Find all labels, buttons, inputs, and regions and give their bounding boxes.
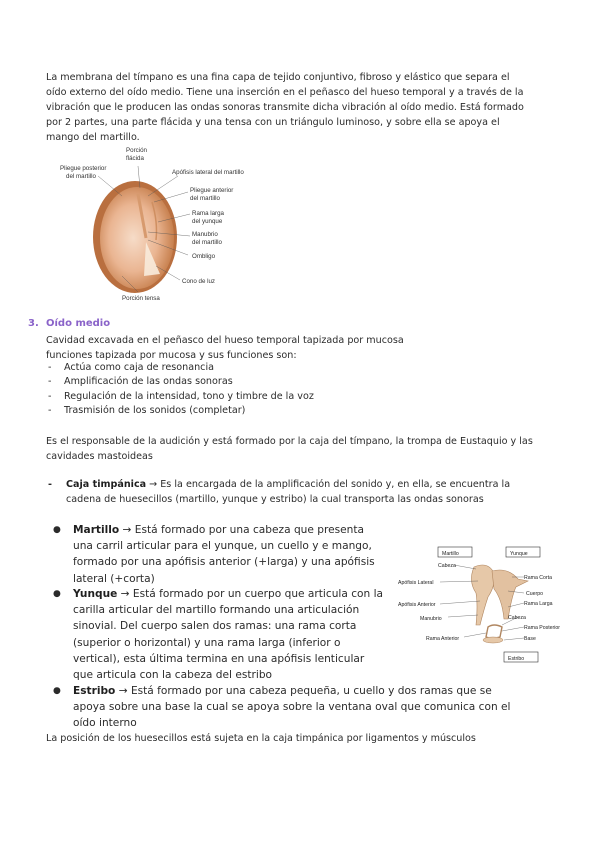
list-item: - Actúa como caja de resonancia xyxy=(46,361,314,375)
label-yunque: Yunque xyxy=(510,551,528,557)
label-cuerpo: Cuerpo xyxy=(526,591,544,597)
label-apofisis-lateral: Apófisis Lateral xyxy=(398,580,434,586)
bone-text: → Está formado por una cabeza pequeña, u cuello y dos ramas que se apoya sobre una base la cual se apoya sobre la ventana oval que comunica con el oído interno xyxy=(73,685,511,730)
label-rama-larga: Rama larga del yunque xyxy=(192,210,224,225)
label-porcion-flacida: Porción flácida xyxy=(126,147,147,162)
bone-item-yunque xyxy=(53,586,385,683)
incus-bone xyxy=(492,570,528,619)
position-note: La posición de los huesecillos está sujeta en la caja timpánica por ligamentos y músculos xyxy=(46,733,476,744)
bullet-icon: ● xyxy=(53,686,61,696)
caja-title: Caja timpánica xyxy=(66,479,147,490)
label-ombligo: Ombligo xyxy=(192,253,216,260)
bone-text: → Está formado por un cuerpo que articula con la carilla articular del martillo formando una articulación sinovial. Del cuerpo salen dos ramas: una rama corta (superior o horizontal) y una rama larga (inferior o vertical), esta última termina en una apófisis lenticular que articula con la cabeza del estribo xyxy=(73,588,384,682)
label-cono-luz: Cono de luz xyxy=(182,278,216,285)
label-porcion-tensa: Porción tensa xyxy=(122,295,160,302)
bone-name: Martillo xyxy=(73,524,120,536)
stapes-base xyxy=(483,637,503,643)
label-rama-anterior: Rama Anterior xyxy=(426,636,460,642)
ossicles-figure xyxy=(396,545,561,665)
caja-timpanica-item: - Caja timpánica → Es la encargada de la amplificación del sonido y, en ella, se encuentra la cadena de huesecillos (martillo, yunque y estribo) la cual transporta las ondas sonoras xyxy=(48,479,511,505)
section-number: 3. xyxy=(28,318,39,329)
list-item: - Amplificación de las ondas sonoras xyxy=(46,375,314,389)
section-description: Cavidad excavada en el peñasco del hueso temporal tapizada por mucosa funciones tapizada por mucosa y sus funciones son: xyxy=(46,335,404,361)
tympanic-membrane-figure xyxy=(60,142,320,310)
label-pliegue-posterior: Pliegue posterior del martillo xyxy=(60,165,107,180)
label-apofisis-lateral: Apófisis lateral del martillo xyxy=(172,169,244,176)
bone-item-estribo xyxy=(53,683,523,732)
stapes-bone xyxy=(486,625,502,638)
membrane xyxy=(100,187,174,289)
label-apofisis-anterior: Apófisis Anterior xyxy=(398,602,436,608)
caja-text: → Es la encargada de la amplificación del sonido y, en ella, se encuentra la cadena de huesecillos (martillo, yunque y estribo) la cual transporta las ondas sonoras xyxy=(66,479,511,505)
label-cabeza: Cabeza xyxy=(438,563,456,569)
label-rama-larga: Rama Larga xyxy=(524,601,553,607)
bone-name: Estribo xyxy=(73,685,116,697)
label-pliegue-anterior: Pliegue anterior del martillo xyxy=(190,187,234,202)
label-manubrio: Manubrio xyxy=(420,616,442,622)
label-cabeza-estribo: Cabeza xyxy=(508,615,526,621)
bone-name: Yunque xyxy=(73,588,118,600)
responsible-paragraph: Es el responsable de la audición y está formado por la caja del tímpano, la trompa de Eustaquio y las cavidades mastoideas xyxy=(46,436,533,462)
list-item: - Regulación de la intensidad, tono y timbre de la voz xyxy=(46,390,314,404)
label-martillo: Martillo xyxy=(442,551,459,557)
label-base: Base xyxy=(524,636,536,642)
label-manubrio: Manubrio del martillo xyxy=(192,231,222,246)
intro-paragraph: La membrana del tímpano es una fina capa de tejido conjuntivo, fibroso y elástico que separa el oído externo del oído medio. Tiene una inserción en el peñasco del hueso temporal y a través de la vibración que le producen las ondas sonoras transmite dicha vibración al oído medio. Está formado por 2 partes, una parte flácida y una tensa con un triángulo luminoso, y sobre ella se apoya el mango del martillo. xyxy=(46,72,524,143)
list-item: - Trasmisión de los sonidos (completar) xyxy=(46,404,314,418)
bullet-icon: ● xyxy=(53,589,61,599)
bone-item-martillo xyxy=(53,522,383,587)
functions-list xyxy=(46,361,314,418)
label-estribo: Estribo xyxy=(508,656,525,662)
section-title: Oído medio xyxy=(46,318,111,329)
label-rama-corta: Rama Corta xyxy=(524,575,552,581)
bone-text: → Está formado por una cabeza que presenta una carril articular para el yunque, un cuello y e mango, formado por una apófisis anterior (+larga) y una apófisis lateral (+corta) xyxy=(73,524,375,585)
label-rama-posterior: Rama Posterior xyxy=(524,625,561,631)
bullet-icon: ● xyxy=(53,525,61,535)
malleus-bone xyxy=(471,565,494,625)
